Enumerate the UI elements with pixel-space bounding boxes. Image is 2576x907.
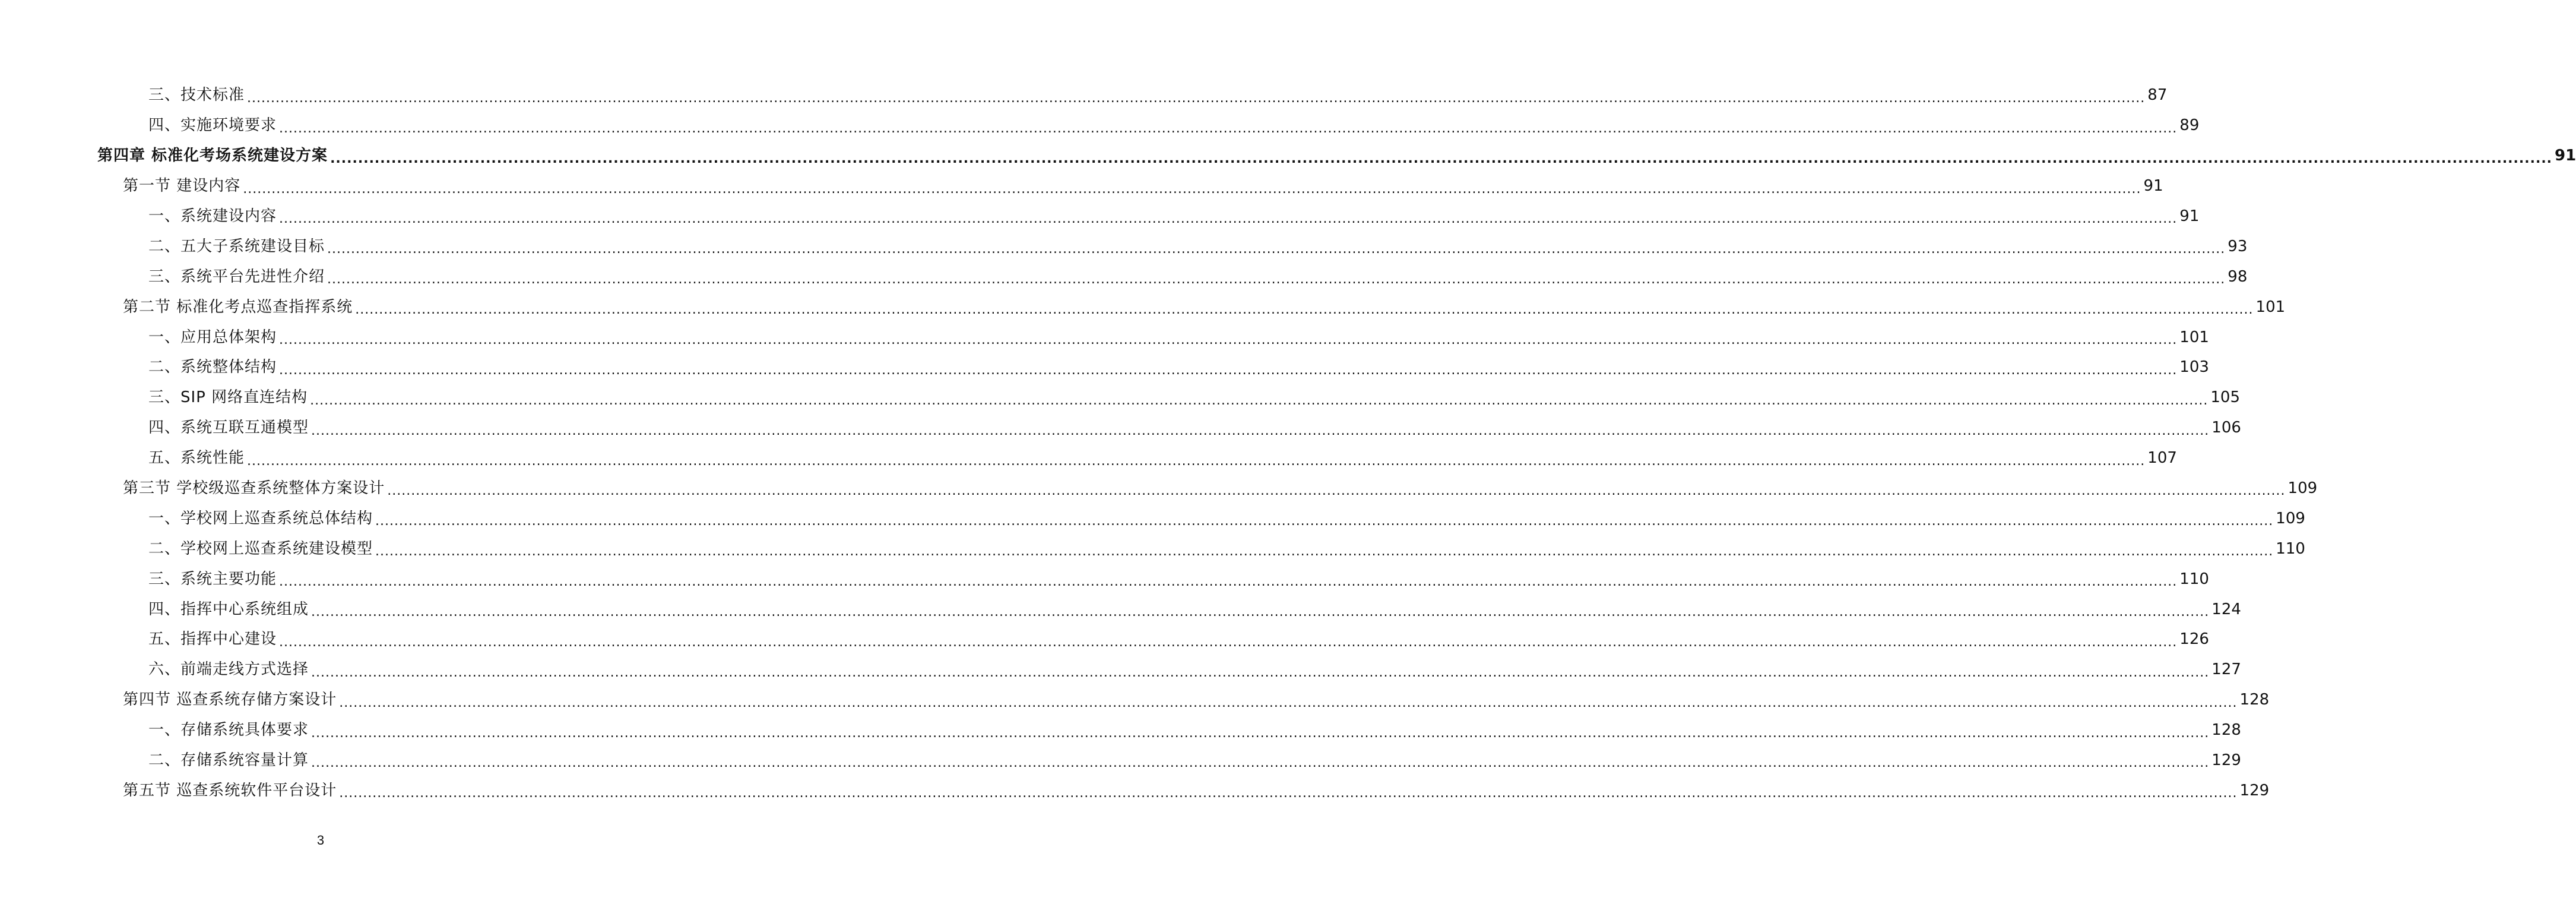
toc-entry[interactable] [0,201,2200,232]
toc-entry-page: 126 [2179,630,2209,649]
toc-entry[interactable] [0,261,2248,292]
toc-dot-leader: ................................................................................................................................................................................................................................................................................................................................................................................................................ [310,393,2209,408]
toc-entry-title: 三、系统主要功能 [148,570,277,588]
toc-entry-page: 128 [2211,721,2241,739]
table-of-contents [0,80,2576,805]
toc-entry-title: 五、系统性能 [148,449,245,467]
toc-entry[interactable] [0,141,2576,171]
toc-entry-page: 107 [2147,449,2177,467]
toc-entry[interactable] [0,110,2200,141]
toc-entry-title: 第四节 巡查系统存储方案设计 [123,691,337,709]
toc-entry-page: 110 [2179,570,2209,588]
toc-entry-page: 106 [2211,419,2241,437]
toc-entry-title: 第二节 标准化考点巡查指挥系统 [123,298,353,316]
toc-entry-title: 一、学校网上巡查系统总体结构 [148,509,373,527]
toc-dot-leader: ................................................................................................................................................................................................................................................................................................................................................................................................................ [375,544,2274,560]
toc-entry-title: 第四章 标准化考场系统建设方案 [97,147,328,165]
toc-entry-title: 六、前端走线方式选择 [148,661,309,679]
toc-entry-title: 二、存储系统容量计算 [148,751,309,770]
toc-entry-page: 129 [2239,781,2270,799]
toc-entry-page: 124 [2211,600,2241,618]
toc-entry[interactable] [0,171,2163,201]
toc-entry[interactable] [0,413,2241,443]
toc-entry-title: 四、系统互联互通模型 [148,419,309,437]
toc-dot-leader: ................................................................................................................................................................................................................................................................................................................................................................................................................ [339,695,2238,710]
toc-entry[interactable] [0,715,2241,745]
toc-dot-leader: ................................................................................................................................................................................................................................................................................................................................................................................................................ [327,242,2226,257]
toc-entry-page: 89 [2179,116,2200,135]
toc-entry-title: 三、SIP 网络直连结构 [148,388,308,407]
toc-entry-title: 三、系统平台先进性介绍 [148,267,325,286]
toc-dot-leader: ................................................................................................................................................................................................................................................................................................................................................................................................................ [279,574,2178,590]
toc-dot-leader: ................................................................................................................................................................................................................................................................................................................................................................................................................ [311,756,2210,771]
toc-entry[interactable] [0,322,2209,352]
toc-entry[interactable] [0,745,2241,776]
toc-entry[interactable] [0,231,2248,261]
toc-dot-leader: ................................................................................................................................................................................................................................................................................................................................................................................................................ [311,665,2210,680]
toc-entry-page: 109 [2287,479,2318,498]
toc-entry-page: 127 [2211,661,2241,679]
toc-entry[interactable] [0,594,2241,624]
toc-entry[interactable] [0,383,2241,413]
toc-entry[interactable] [0,655,2241,685]
toc-dot-leader: ................................................................................................................................................................................................................................................................................................................................................................................................................ [243,181,2141,197]
toc-dot-leader: ................................................................................................................................................................................................................................................................................................................................................................................................................ [355,302,2254,318]
toc-dot-leader: ................................................................................................................................................................................................................................................................................................................................................................................................................ [330,151,2553,166]
toc-entry-page: 101 [2255,298,2286,316]
toc-entry-title: 四、指挥中心系统组成 [148,600,309,618]
toc-entry-page: 87 [2147,86,2168,105]
toc-entry-page: 101 [2179,328,2209,346]
toc-entry-page: 93 [2228,237,2248,255]
toc-entry-page: 98 [2228,267,2248,286]
toc-dot-leader: ................................................................................................................................................................................................................................................................................................................................................................................................................ [311,423,2210,438]
toc-entry-title: 二、系统整体结构 [148,358,277,377]
toc-dot-leader: ................................................................................................................................................................................................................................................................................................................................................................................................................ [279,362,2178,378]
toc-entry-title: 四、实施环境要求 [148,116,277,135]
toc-entry-title: 一、应用总体架构 [148,328,277,346]
toc-dot-leader: ................................................................................................................................................................................................................................................................................................................................................................................................................ [387,483,2286,499]
toc-entry-page: 109 [2276,509,2305,527]
toc-entry-page: 91 [2179,207,2200,225]
toc-entry[interactable] [0,80,2168,110]
toc-entry-title: 三、技术标准 [148,86,245,105]
toc-entry-title: 第五节 巡查系统软件平台设计 [123,781,337,799]
toc-entry[interactable] [0,533,2305,564]
toc-dot-leader: ................................................................................................................................................................................................................................................................................................................................................................................................................ [279,211,2178,227]
toc-entry-title: 二、学校网上巡查系统建设模型 [148,539,373,558]
page-number: 3 [316,833,325,848]
toc-entry[interactable] [0,352,2209,383]
toc-dot-leader: ................................................................................................................................................................................................................................................................................................................................................................................................................ [247,90,2146,106]
toc-entry-title: 一、存储系统具体要求 [148,721,309,739]
toc-entry[interactable] [0,564,2209,594]
toc-entry-page: 129 [2211,751,2241,770]
toc-dot-leader: ................................................................................................................................................................................................................................................................................................................................................................................................................ [311,605,2210,620]
toc-entry-title: 第三节 学校级巡查系统整体方案设计 [123,479,385,498]
toc-entry-page: 91 [2143,177,2163,195]
toc-dot-leader: ................................................................................................................................................................................................................................................................................................................................................................................................................ [327,272,2226,287]
toc-entry[interactable] [0,624,2209,655]
toc-dot-leader: ................................................................................................................................................................................................................................................................................................................................................................................................................ [279,634,2178,650]
toc-entry-title: 第一节 建设内容 [123,177,241,195]
toc-entry[interactable] [0,473,2318,504]
toc-entry-title: 一、系统建设内容 [148,207,277,225]
toc-entry-page: 128 [2239,691,2270,709]
toc-entry-title: 二、五大子系统建设目标 [148,237,325,255]
toc-entry[interactable] [0,775,2270,805]
toc-entry-page: 103 [2179,358,2209,377]
toc-entry[interactable] [0,685,2270,715]
toc-dot-leader: ................................................................................................................................................................................................................................................................................................................................................................................................................ [247,453,2146,469]
toc-entry[interactable] [0,443,2177,473]
toc-entry[interactable] [0,503,2305,533]
toc-entry[interactable] [0,292,2286,322]
toc-dot-leader: ................................................................................................................................................................................................................................................................................................................................................................................................................ [279,121,2178,136]
toc-dot-leader: ................................................................................................................................................................................................................................................................................................................................................................................................................ [339,786,2238,801]
toc-dot-leader: ................................................................................................................................................................................................................................................................................................................................................................................................................ [279,333,2178,348]
toc-dot-leader: ................................................................................................................................................................................................................................................................................................................................................................................................................ [375,514,2274,529]
toc-dot-leader: ................................................................................................................................................................................................................................................................................................................................................................................................................ [311,725,2210,741]
toc-entry-page: 105 [2210,388,2241,407]
toc-entry-page: 91 [2555,147,2576,165]
toc-entry-title: 五、指挥中心建设 [148,630,277,649]
toc-entry-page: 110 [2276,539,2305,558]
